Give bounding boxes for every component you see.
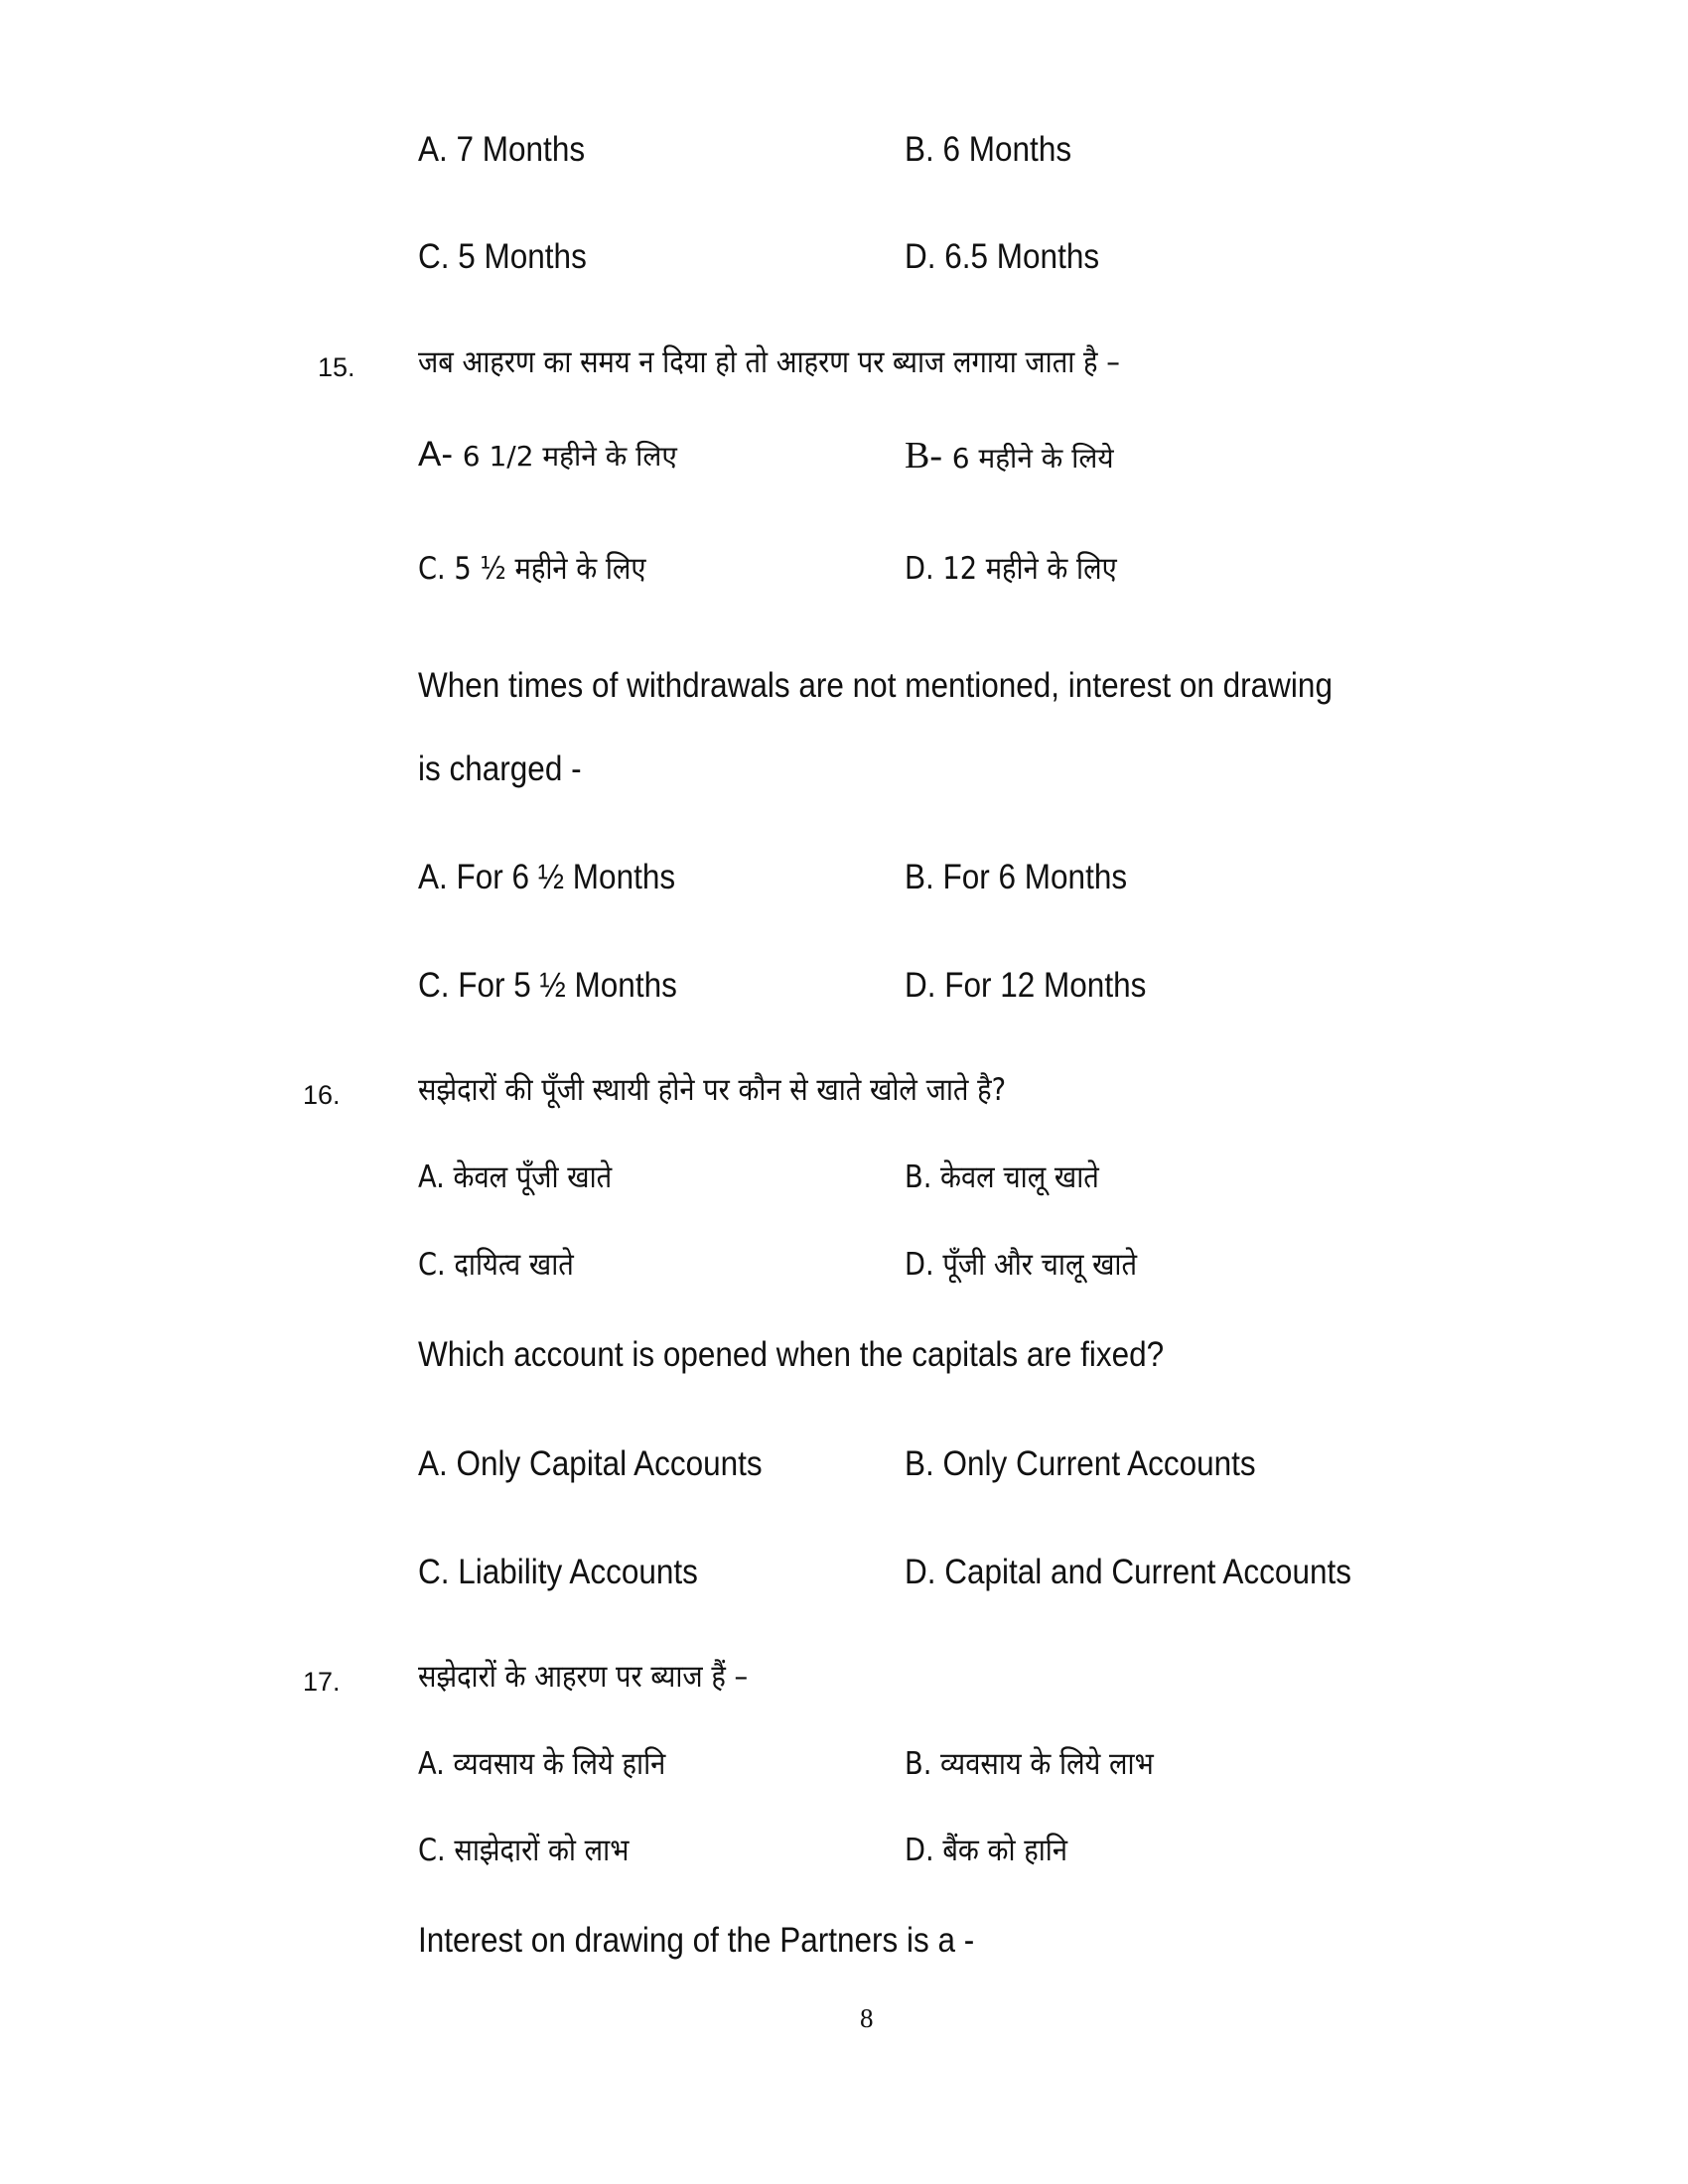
- question-16-english-text: Which account is opened when the capitals are fixed?: [418, 1335, 1165, 1374]
- question-16-english-option-c: C. Liability Accounts: [418, 1553, 698, 1591]
- question-15-hindi-text: जब आहरण का समय न दिया हो तो आहरण पर ब्याज लगाया जाता है –: [418, 344, 1120, 380]
- question-17-hindi-option-a: A. व्यवसाय के लिये हानि: [418, 1746, 666, 1782]
- question-15-hindi-option-d: D. 12 महीने के लिए: [905, 551, 1117, 587]
- option-b-prefix: B-: [905, 435, 942, 477]
- question-15-english-text-line1: When times of withdrawals are not mentioned, interest on drawing: [418, 666, 1333, 705]
- q14-option-b: B. 6 Months: [905, 130, 1072, 169]
- question-16-hindi-option-c: C. दायित्व खाते: [418, 1247, 574, 1283]
- question-15-english-option-b: B. For 6 Months: [905, 858, 1128, 896]
- option-a-prefix: A-: [418, 435, 453, 474]
- question-15-english-option-c: C. For 5 ½ Months: [418, 966, 677, 1005]
- question-15-number: 15.: [318, 352, 355, 382]
- question-15-hindi-option-b: B- 6 महीने के लिये: [905, 435, 1114, 477]
- q14-option-a: A. 7 Months: [418, 130, 586, 169]
- question-16-hindi-option-b: B. केवल चालू खाते: [905, 1160, 1099, 1195]
- question-17-hindi-text: सझेदारों के आहरण पर ब्याज हैं –: [418, 1659, 749, 1695]
- q14-option-c: C. 5 Months: [418, 237, 587, 276]
- question-15-hindi-option-c: C. 5 ½ महीने के लिए: [418, 551, 646, 587]
- question-16-english-option-b: B. Only Current Accounts: [905, 1444, 1256, 1483]
- question-15-english-option-d: D. For 12 Months: [905, 966, 1147, 1005]
- page-number: 8: [860, 2003, 874, 2033]
- question-15-english-option-a: A. For 6 ½ Months: [418, 858, 676, 896]
- question-17-hindi-option-c: C. साझेदारों को लाभ: [418, 1833, 630, 1868]
- question-16-english-option-d: D. Capital and Current Accounts: [905, 1553, 1351, 1591]
- question-16-english-option-a: A. Only Capital Accounts: [418, 1444, 763, 1483]
- q14-option-d: D. 6.5 Months: [905, 237, 1100, 276]
- question-15-english-text-line2: is charged -: [418, 750, 582, 788]
- question-17-english-text: Interest on drawing of the Partners is a -: [418, 1921, 975, 1960]
- question-15-hindi-option-a: A- 6 1/2 महीने के लिए: [418, 435, 677, 474]
- question-16-hindi-option-d: D. पूँजी और चालू खाते: [905, 1247, 1138, 1283]
- question-17-hindi-option-b: B. व्यवसाय के लिये लाभ: [905, 1746, 1154, 1782]
- question-16-hindi-option-a: A. केवल पूँजी खाते: [418, 1160, 613, 1195]
- question-16-hindi-text: सझेदारों की पूँजी स्थायी होने पर कौन से खाते खोले जाते है?: [418, 1072, 1007, 1108]
- question-17-number: 17.: [303, 1667, 341, 1697]
- question-16-number: 16.: [303, 1080, 341, 1110]
- question-17-hindi-option-d: D. बैंक को हानि: [905, 1833, 1067, 1868]
